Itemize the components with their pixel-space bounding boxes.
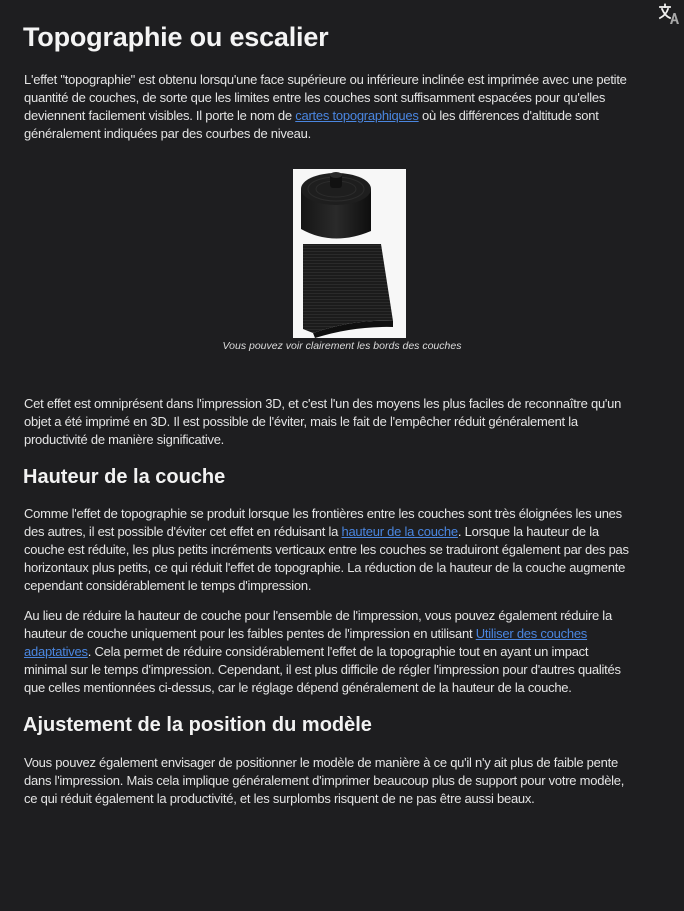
inline-link[interactable]: hauteur de la couche xyxy=(341,524,458,539)
text-segment: minimal sur le temps d'impression. Cependant, il est plus difficile de régler l'impression pour d'autres qualités xyxy=(24,662,621,677)
text-segment: Vous pouvez également envisager de positionner le modèle de manière à ce qu'il n'y ait plus de faible pente xyxy=(24,755,618,770)
section-heading-layer-height: Hauteur de la couche xyxy=(23,466,226,488)
text-line xyxy=(24,643,676,661)
text-line xyxy=(24,754,676,772)
effect-paragraph xyxy=(24,395,676,449)
text-segment: où les différences d'altitude sont xyxy=(418,108,599,123)
text-segment: . Lorsque la hauteur de la xyxy=(457,524,599,539)
text-line xyxy=(24,107,676,125)
text-line xyxy=(24,772,676,790)
text-line xyxy=(24,71,676,89)
text-line xyxy=(24,679,676,697)
text-line xyxy=(24,790,676,808)
text-line xyxy=(24,607,676,625)
layer-height-paragraph-1 xyxy=(24,505,676,595)
text-segment: couche est réduite, les plus petits incréments verticaux entre les couches se traduiront également par des pas xyxy=(24,542,629,557)
text-segment: Comme l'effet de topographie se produit lorsque les frontières entre les couches sont très éloignées les unes xyxy=(24,506,622,521)
text-segment: Au lieu de réduire la hauteur de couche pour l'ensemble de l'impression, vous pouvez également réduire la xyxy=(24,608,612,623)
text-line xyxy=(24,125,676,143)
section-heading-model-position: Ajustement de la position du modèle xyxy=(23,714,372,736)
text-segment: . Cela permet de réduire considérablement l'effet de la topographie tout en ayant un impact xyxy=(87,644,589,659)
text-line xyxy=(24,661,676,679)
text-segment: dans l'impression. Mais cela implique généralement d'imprimer beaucoup plus de support pour votre modèle, xyxy=(24,773,625,788)
text-segment: objet a été imprimé en 3D. Il est possible de l'éviter, mais le fait de l'empêcher réduit généralement la xyxy=(24,414,578,429)
inline-link[interactable]: cartes topographiques xyxy=(295,108,419,123)
text-line xyxy=(24,523,676,541)
text-line xyxy=(24,625,676,643)
text-segment: des autres, il est possible d'éviter cet effet en réduisant la xyxy=(24,524,342,539)
text-line xyxy=(24,577,676,595)
text-segment: que celles mentionnées ci-dessus, car le réglage dépend généralement de la hauteur de la couche. xyxy=(24,680,572,695)
figure-caption: Vous pouvez voir clairement les bords des couches xyxy=(222,340,462,352)
text-segment: Cet effet est omniprésent dans l'impression 3D, et c'est l'un des moyens les plus faciles de reconnaître qu'un xyxy=(24,396,622,411)
text-segment: deviennent facilement visibles. Il porte le nom de xyxy=(24,108,296,123)
layer-height-paragraph-2 xyxy=(24,607,676,697)
text-line xyxy=(24,431,676,449)
text-line xyxy=(24,505,676,523)
translate-icon xyxy=(658,3,680,25)
text-segment: L'effet "topographie" est obtenu lorsqu'une face supérieure ou inférieure inclinée est imprimée avec une petite xyxy=(24,72,627,87)
text-segment: généralement indiquées par des courbes de niveau. xyxy=(24,126,311,141)
text-segment: quantité de couches, de sorte que les limites entre les couches sont suffisamment espacées pour qu'elles xyxy=(24,90,606,105)
text-segment: productivité de manière significative. xyxy=(24,432,225,447)
figure-image xyxy=(293,169,406,338)
translate-button[interactable] xyxy=(658,3,680,25)
page-title: Topographie ou escalier xyxy=(23,22,329,52)
text-line xyxy=(24,559,676,577)
text-segment: hauteur de couche uniquement pour les faibles pentes de l'impression en utilisant xyxy=(24,626,476,641)
inline-link[interactable]: adaptatives xyxy=(24,644,88,659)
text-segment: horizontaux plus petits, ce qui réduit l'effet de topographie. La réduction de la hauteur de la couche augmente xyxy=(24,560,626,575)
intro-paragraph xyxy=(24,71,676,143)
inline-link[interactable]: Utiliser des couches xyxy=(475,626,588,641)
model-position-paragraph xyxy=(24,754,676,808)
text-segment: cependant considérablement le temps d'impression. xyxy=(24,578,312,593)
text-line xyxy=(24,413,676,431)
text-line xyxy=(24,89,676,107)
text-line xyxy=(24,395,676,413)
text-segment: ce qui réduit également la productivité, et les surplombs risquent de ne pas être aussi beaux. xyxy=(24,791,535,806)
text-line xyxy=(24,541,676,559)
printed-object-photo xyxy=(293,169,406,338)
